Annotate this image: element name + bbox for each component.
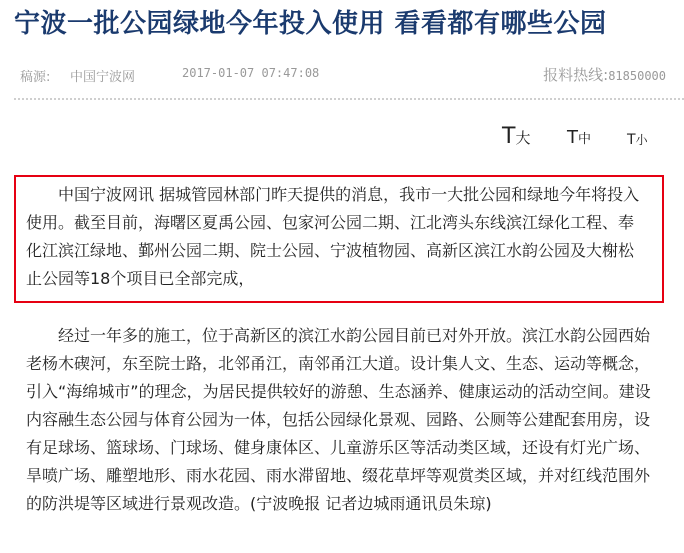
hotline-label: 报料热线: (543, 66, 609, 84)
article-paragraph-2: 经过一年多的施工，位于高新区的滨江水韵公园目前已对外开放。滨江水韵公园西始老杨木碶河，东至院士路，北邻甬江，南邻甬江大道。设计集人文、生态、运动等概念，引入“海绵城市”的理念，为居民提供较好的游憩、生态涵养、健康运动的活动空间。建设内容融生态公园与体育公园为一体，包括公园绿化景观、园路、公厕等公建配套用房，设有足球场、篮球场、门球场、健身康体区、儿童游乐区等活动类区域，还设有灯光广场、旱喷广场、雕塑地形、雨水花园、雨水滞留地、缀花草坪等观赏类区域，并对红线范围外的防洪堤等区域进行景观改造。(宁波晚报 记者边城雨通讯员朱琼) (26, 326, 651, 513)
hotline-number: 81850000 (608, 69, 666, 83)
source-label: 稿源: (20, 70, 51, 85)
font-size-small-label: 小 (635, 133, 648, 147)
font-size-medium-label: 中 (578, 132, 592, 147)
article-title: 宁波一批公园绿地今年投入使用 看看都有哪些公园 (14, 9, 607, 39)
hotline (543, 64, 666, 85)
article-meta (20, 64, 680, 88)
font-size-medium-button[interactable] (567, 127, 591, 151)
article-paragraph-1: 中国宁波网讯 据城管园林部门昨天提供的消息，我市一大批公园和绿地今年将投入使用。截至目前，海曙区夏禹公园、包家河公园二期、江北湾头东线滨江绿化工程、奉化江滨江绿地、鄞州公园二期、院士公园、宁波植物园、高新区滨江水韵公园及大榭松止公园等18个项目已全部完成， (26, 185, 640, 288)
meta-separator (14, 98, 684, 100)
font-size-large-t: T (502, 124, 516, 149)
font-size-small-button[interactable] (627, 129, 648, 153)
font-size-small-t: T (627, 132, 636, 148)
font-size-medium-t: T (567, 127, 578, 148)
source-name: 中国宁波网 (70, 70, 136, 85)
publish-datetime: 2017-01-07 07:47:08 (182, 66, 320, 80)
font-size-large-label: 大 (515, 129, 531, 147)
font-size-large-button[interactable] (502, 124, 530, 148)
